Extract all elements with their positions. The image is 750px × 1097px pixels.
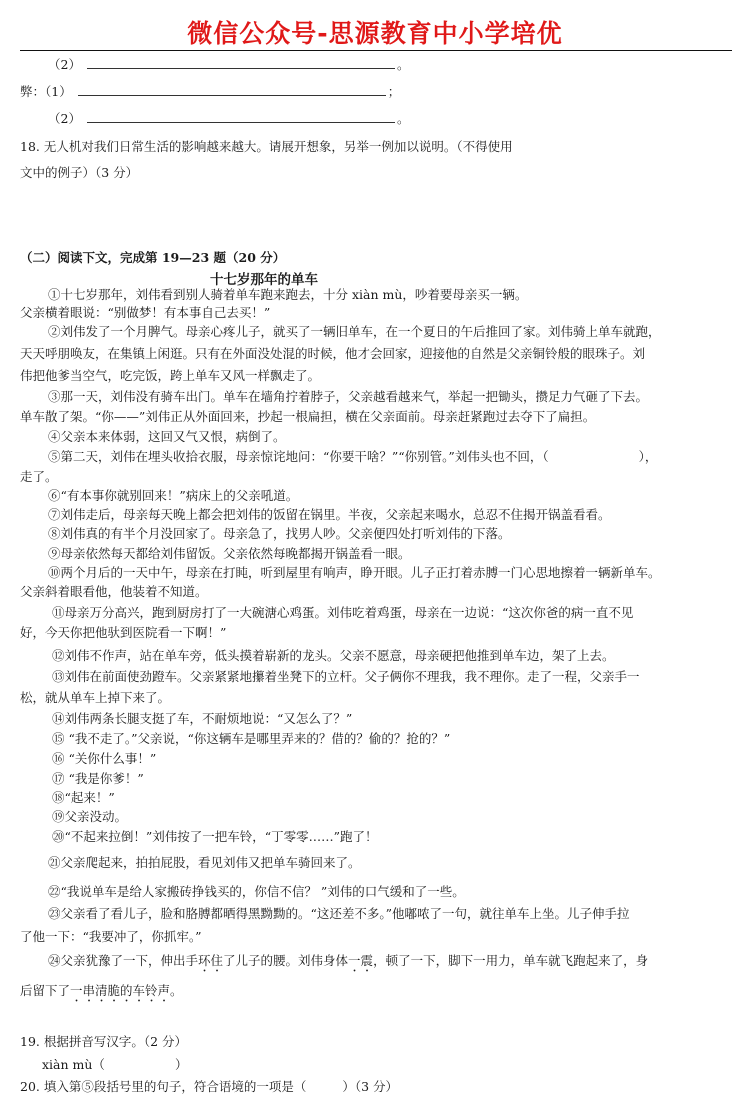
answer-blank-line[interactable] xyxy=(87,112,395,123)
question-20 xyxy=(20,1079,398,1095)
answer-blank-line[interactable] xyxy=(78,85,386,96)
paragraph-line xyxy=(20,983,183,1005)
paragraph-line: 父亲横着眼说：“别做梦！有本事自己去买！” xyxy=(20,305,271,320)
paragraph-text: 后留下了 xyxy=(20,983,71,998)
question-text: 20. 填入第⑤段括号里的句子，符合语境的一项是（ xyxy=(20,1079,307,1094)
paragraph-line: 单车散了架。“你——”刘伟正从外面回来，抄起一根扁担，横在父亲面前。母亲赶紧跑过去夺下了扁担。 xyxy=(20,409,596,424)
paragraph-line: ⑩两个月后的一天中午，母亲在打盹，听到屋里有响声，睁开眼。儿子正打着赤膊一门心思地擦着一辆新单车。 xyxy=(48,565,661,580)
paragraph-line xyxy=(48,953,648,975)
paragraph-line: 伟把他爹当空气，吃完饭，跨上单车又风一样飘走了。 xyxy=(20,368,321,383)
header-divider xyxy=(20,50,732,51)
paragraph-line: ⑨母亲依然每天都给刘伟留饭。父亲依然每晚都揭开锅盖看一眼。 xyxy=(48,546,411,561)
blank-end: ； xyxy=(387,84,401,99)
paragraph-text: 。 xyxy=(170,983,183,998)
answer-blank-row xyxy=(20,84,400,100)
paragraph-line: ⑭刘伟两条长腿支挺了车，不耐烦地说：“又怎么了？” xyxy=(52,711,353,726)
answer-blank-row xyxy=(48,57,409,73)
paragraph-text: ⑤第二天，刘伟在埋头收拾衣服，母亲惊诧地问：“你要干啥？”“你别管。”刘伟头也不回，（ xyxy=(48,449,549,464)
emphasized-text: 一震 xyxy=(348,953,374,968)
paragraph-line: ⑲父亲没动。 xyxy=(52,809,128,824)
paragraph-line: ⑱“起来！” xyxy=(52,790,115,805)
paragraph-line: ⑬刘伟在前面使劲蹬车。父亲紧紧地攥着坐凳下的立杆。父子俩你不理我，我不理你。走了一程，父亲手一 xyxy=(52,669,640,684)
paragraph-line: ㉓父亲看了看儿子，脸和胳膊都晒得黑黝黝的。“这还差不多。”他嘟哝了一句，就往单车上坐。儿子伸手拉 xyxy=(48,906,630,921)
blank-end: 。 xyxy=(396,111,410,126)
question-text: ）（3 分） xyxy=(342,1079,399,1094)
paragraph-line: 松，就从单车上掉下来了。 xyxy=(20,690,171,705)
watermark-header: 微信公众号-思源教育中小学培优 xyxy=(187,19,563,48)
emphasized-text: 一串清脆的车铃声 xyxy=(70,983,171,998)
section-heading: （二）阅读下文，完成第 19—23 题（20 分） xyxy=(20,250,286,265)
answer-blank-row xyxy=(48,111,409,127)
answer-blank-line[interactable] xyxy=(87,58,395,69)
paragraph-line: 了他一下：“我要冲了，你抓牢。” xyxy=(20,929,202,944)
paragraph-line: ⑳“不起来拉倒！”刘伟按了一把车铃，“丁零零……”跑了！ xyxy=(52,829,378,844)
paragraph-line xyxy=(48,449,657,465)
paragraph-line: ②刘伟发了一个月脾气。母亲心疼儿子，就买了一辆旧单车，在一个夏日的午后推回了家。刘伟骑上单车就跑， xyxy=(48,324,661,339)
paragraph-text: 了儿子的腰。刘伟身体 xyxy=(223,953,349,968)
paragraph-line: 父亲斜着眼看他，他装着不知道。 xyxy=(20,584,208,599)
paragraph-line: ⑦刘伟走后，母亲每天晚上都会把刘伟的饭留在锅里。半夜，父亲起来喝水，总忍不住揭开锅盖看看。 xyxy=(48,507,611,522)
paragraph-line: ③那一天，刘伟没有骑车出门。单车在墙角拧着脖子，父亲越看越来气，举起一把锄头，攒足力气砸了下去。 xyxy=(48,389,649,404)
paragraph-line: ①十七岁那年，刘伟看到别人骑着单车跑来跑去，十分 xiàn mù，吵着要母亲买一辆。 xyxy=(48,287,528,302)
question-18-line1: 18. 无人机对我们日常生活的影响越来越大。请展开想象，另举一例加以说明。（不得使用 xyxy=(20,139,513,154)
paragraph-line: ⑯ “关你什么事！” xyxy=(52,751,157,766)
paragraph-line: ⑧刘伟真的有半个月没回家了。母亲急了，找男人吵。父亲便四处打听刘伟的下落。 xyxy=(48,526,511,541)
pinyin-label: xiàn mù（ xyxy=(42,1057,105,1072)
question-18-line2: 文中的例子）（3 分） xyxy=(20,165,139,180)
paren-close: ） xyxy=(174,1057,188,1072)
question-19-answer xyxy=(42,1057,187,1073)
paragraph-text: ，顿了一下，脚下一用力，单车就飞跑起来了，身 xyxy=(373,953,649,968)
blank-label: （2） xyxy=(48,57,81,72)
paragraph-line: ⑫刘伟不作声，站在单车旁，低头摸着崭新的龙头。父亲不愿意，母亲硬把他推到单车边，架了上去。 xyxy=(52,648,615,663)
paragraph-line: 走了。 xyxy=(20,469,58,484)
paragraph-line: ⑰ “我是你爹！” xyxy=(52,771,144,786)
paragraph-line: 天天呼朋唤友，在集镇上闲逛。只有在外面没处混的时候，他才会回家，迎接他的自然是父亲铜铃般的眼珠子。刘 xyxy=(20,346,646,361)
paragraph-line: ⑮ “我不走了。”父亲说，“你这辆车是哪里弄来的？借的？偷的？抢的？” xyxy=(52,731,451,746)
blank-label: 弊：（1） xyxy=(20,84,72,99)
paragraph-line: ④父亲本来体弱，这回又气又恨，病倒了。 xyxy=(48,429,286,444)
blank-end: 。 xyxy=(396,57,410,72)
passage-title: 十七岁那年的单车 xyxy=(210,272,318,288)
question-19: 19. 根据拼音写汉字。（2 分） xyxy=(20,1034,188,1049)
paragraph-line: ⑪母亲万分高兴，跑到厨房打了一大碗溏心鸡蛋。刘伟吃着鸡蛋，母亲在一边说：“这次你爸的病一直不见 xyxy=(52,605,634,620)
paragraph-text: ）， xyxy=(638,449,658,464)
paragraph-text: ㉔父亲犹豫了一下，伸出手 xyxy=(48,953,199,968)
paragraph-line: 好，今天你把他驮到医院看一下啊！” xyxy=(20,625,227,640)
blank-label: （2） xyxy=(48,111,81,126)
emphasized-text: 环住 xyxy=(198,953,224,968)
paragraph-line: ㉒“我说单车是给人家搬砖挣钱买的，你信不信？ ”刘伟的口气缓和了一些。 xyxy=(48,884,465,899)
paragraph-line: ㉑父亲爬起来，拍拍屁股，看见刘伟又把单车骑回来了。 xyxy=(48,855,361,870)
paragraph-line: ⑥“有本事你就别回来！”病床上的父亲吼道。 xyxy=(48,488,299,503)
